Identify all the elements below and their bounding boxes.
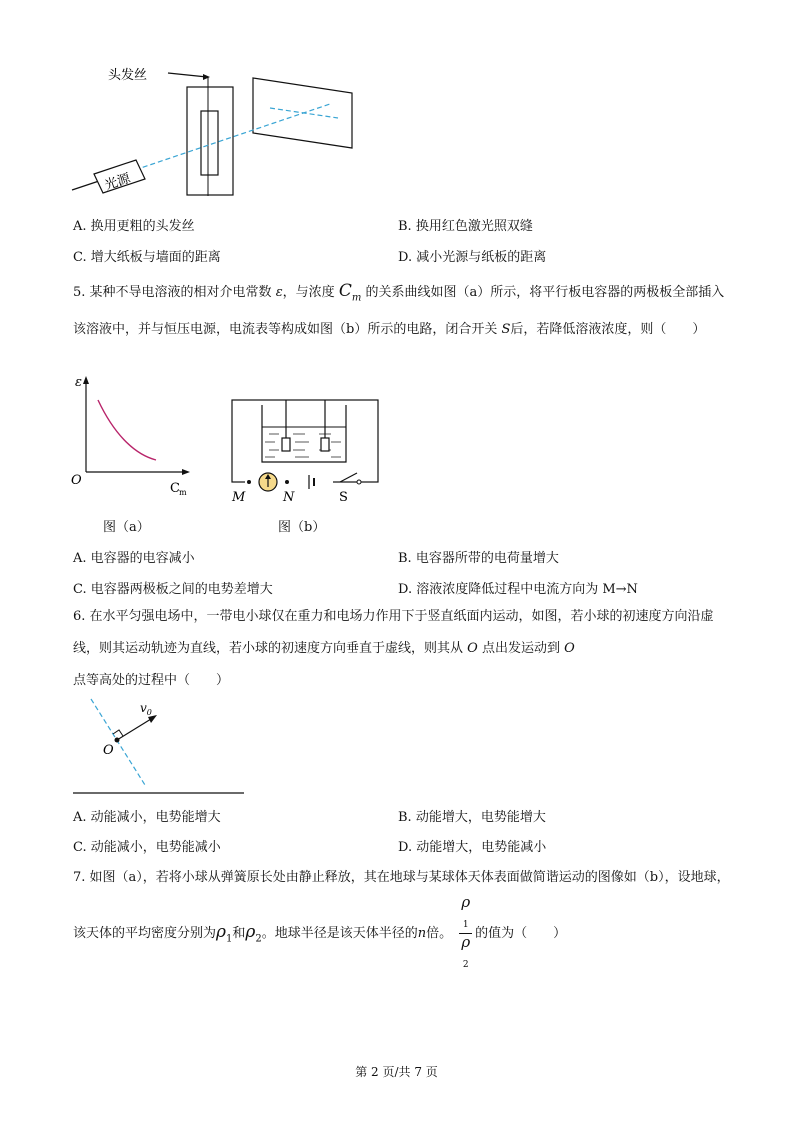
q7-text-1: 7. 如图（a），若将小球从弹簧原长处由静止释放，其在地球与某球体天体表面做简谐运动的图像如（b），设地球，该天体的平均密度分别为	[73, 870, 730, 941]
q7-and: 和	[232, 926, 246, 941]
q5b-label-m: M	[232, 490, 246, 505]
light-source-label: 光源	[102, 171, 133, 194]
q5a-y-label: ε	[75, 375, 82, 390]
q5-option-c: C. 电容器两极板之间的电势差增大	[73, 582, 273, 597]
q5-caption-a: 图（a）	[103, 520, 150, 535]
q5-caption-b: 图（b）	[278, 520, 326, 535]
q6-option-b: B. 动能增大，电势能增大	[398, 810, 546, 825]
q7-text-3: 倍。	[426, 926, 453, 941]
q7-n: n	[417, 926, 427, 941]
q5-switch-s: S	[501, 322, 511, 338]
q5-cm: $C_m$	[338, 281, 362, 304]
q5-text-1: 5. 某种不导电溶液的相对介电常数	[73, 285, 272, 300]
q6-text-3: 点等高处的过程中（ ）	[73, 673, 230, 688]
q6-v0-label: $v_0$	[140, 701, 152, 717]
page-footer: 第 2 页/共 7 页	[355, 1065, 438, 1079]
q5-epsilon: ε	[275, 285, 283, 300]
q5b-label-n: N	[283, 490, 295, 505]
q5b-label-s: S	[339, 490, 348, 505]
q6-stem	[73, 601, 733, 697]
q4-option-a: A. 换用更粗的头发丝	[73, 219, 195, 234]
q6-text-2: 点出发运动到	[481, 641, 560, 656]
q7-text-2: 。地球半径是该天体半径的	[261, 926, 418, 941]
q4-option-d: D. 减小光源与纸板的距离	[398, 250, 547, 265]
q6-option-c: C. 动能减小，电势能减小	[73, 840, 221, 855]
q5-option-a: A. 电容器的电容减小	[73, 551, 195, 566]
q5-text-3: 的关系曲线如图（a）所示，将平行板电容器的两极板全部插入该溶液中，并与恒压电源，电流表等构成如图（b）所示的电路，闭合开关	[73, 285, 725, 338]
q6-option-a: A. 动能减小，电势能增大	[73, 810, 221, 825]
q5-figure-b-circuit	[225, 395, 385, 507]
q7-text-4: 的值为（ ）	[475, 926, 567, 941]
q5-text-2: ，与浓度	[282, 285, 335, 300]
hair-label: 头发丝	[108, 68, 148, 83]
q6-origin-label: O	[103, 743, 114, 758]
q5-option-d: D. 溶液浓度降低过程中电流方向为 M→N	[398, 582, 638, 597]
q5-figure-a	[68, 372, 198, 507]
q4-option-c: C. 增大纸板与墙面的距离	[73, 250, 221, 265]
q6-point-o-1: O	[467, 641, 478, 656]
q6-text-1: 6. 在水平匀强电场中，一带电小球仅在重力和电场力作用下于竖直纸面内运动，如图，若小球的初速度方向沿虚线，则其运动轨迹为直线，若小球的初速度方向垂直于虚线，则其从	[73, 609, 714, 656]
q5a-x-sub: m	[179, 488, 187, 497]
q5a-x-label: C	[170, 481, 180, 496]
q6-figure	[73, 695, 253, 800]
q7-fraction: ρ $_1$ ρ $_2$	[461, 893, 471, 970]
q5-option-b: B. 电容器所带的电荷量增大	[398, 551, 559, 566]
hair-double-slit-figure	[60, 60, 380, 200]
q7-stem	[73, 862, 733, 973]
q6-point-o-2: O	[564, 641, 575, 656]
q7-rho1: $\rho_1$	[216, 922, 233, 945]
q5a-origin: O	[71, 473, 82, 488]
q7-rho2: $\rho_2$	[245, 922, 262, 945]
q6-option-d: D. 动能增大，电势能减小	[398, 840, 547, 855]
q5-stem	[73, 275, 733, 346]
q5-text-4: 后，若降低溶液浓度，则（ ）	[510, 322, 706, 338]
q4-option-b: B. 换用红色激光照双缝	[398, 219, 533, 234]
